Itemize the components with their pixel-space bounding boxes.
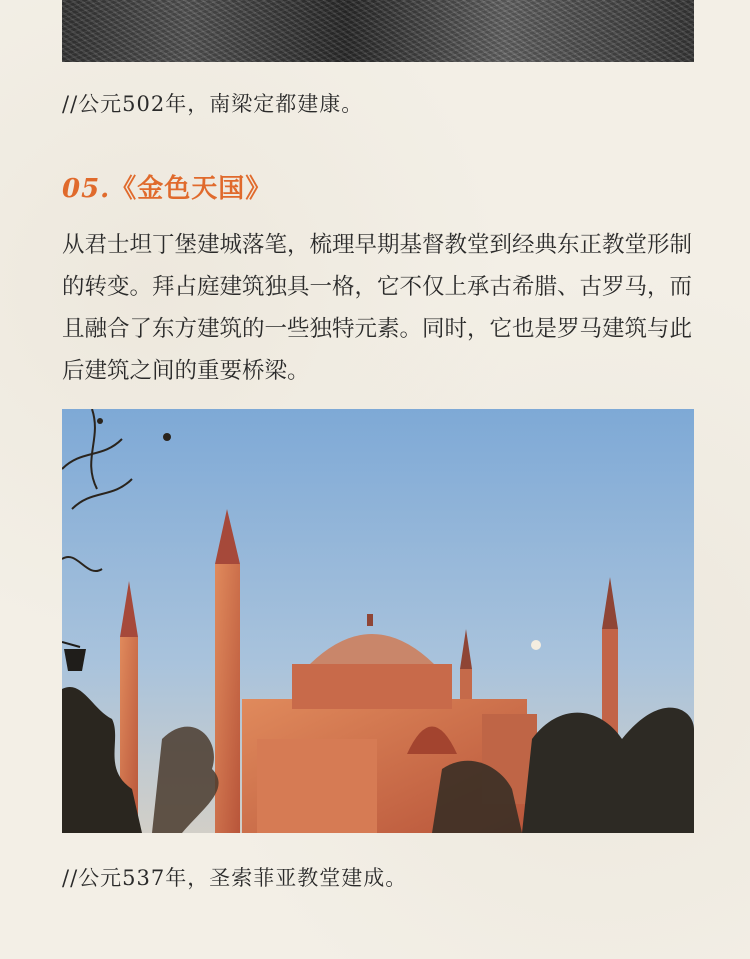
section-number: 05. <box>62 174 111 204</box>
section-body: 从君士坦丁堡建城落笔，梳理早期基督教堂到经典东正教堂形制的转变。拜占庭建筑独具一格，它不仅上承古希腊、古罗马，而且融合了东方建筑的一些独特元素。同时，它也是罗马建筑与此后建筑之间的重要桥梁。 <box>62 232 693 384</box>
section-title <box>62 168 272 205</box>
section-title-text: 《金色天国》 <box>110 174 273 204</box>
hagia-sophia-photo <box>62 409 694 833</box>
top-photo <box>62 0 694 62</box>
caption-bottom: //公元537年，圣索菲亚教堂建成。 <box>62 866 408 890</box>
caption-top: //公元502年，南梁定都建康。 <box>62 92 364 116</box>
